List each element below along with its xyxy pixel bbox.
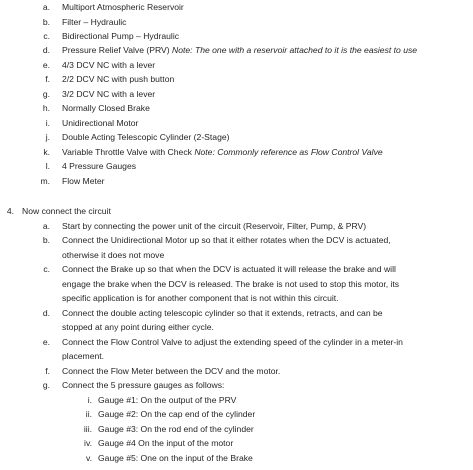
list-marker: c. [43,264,50,274]
list-item [62,44,417,56]
list-item: Connect the Flow Meter between the DCV and the motor. [62,366,281,376]
list-marker: f. [45,74,50,84]
list-marker: c. [43,31,50,41]
list-marker: f. [45,366,50,376]
item-text: Variable Throttle Valve with Check [62,147,192,157]
list-marker: e. [42,60,50,70]
list-item: Connect the 5 pressure gauges as follows: [62,380,225,390]
list-item: Double Acting Telescopic Cylinder (2-Stage) [62,132,230,142]
list-item: Gauge #4 On the input of the motor [98,438,234,448]
list-marker: a. [42,221,50,231]
step-number: 4. [6,206,14,216]
list-item: 3/2 DCV NC with a lever [62,89,156,99]
list-marker: l. [45,161,50,171]
list-item: Normally Closed Brake [62,103,150,113]
list-item-line: specific application is for another component that is not within this circuit. [62,293,339,303]
list-item-line: Connect the Brake up so that when the DCV is actuated it will release the brake and will [62,264,396,274]
list-marker: iv. [84,438,92,448]
list-marker: g. [42,89,50,99]
list-marker: e. [42,337,50,347]
list-item-line: Connect the Unidirectional Motor up so that it either rotates when the DCV is actuated, [62,235,391,245]
list-item-line: Connect the double acting telescopic cylinder so that it extends, retracts, and can be [62,308,383,318]
list-item-line: otherwise it does not move [62,250,165,260]
item-note: Note: The one with a reservoir attached to it is the easiest to use [172,45,418,55]
list-item: 2/2 DCV NC with push button [62,74,175,84]
item-note: Note: Commonly reference as Flow Control Valve [194,147,383,157]
list-marker: m. [40,176,50,186]
list-item-line: placement. [62,351,105,361]
list-item: Start by connecting the power unit of the circuit (Reservoir, Filter, Pump, & PRV) [62,221,367,231]
list-item: 4/3 DCV NC with a lever [62,60,156,70]
list-marker: k. [43,147,50,157]
list-marker: i. [87,395,92,405]
list-marker: ii. [85,409,92,419]
list-item: Gauge #3: On the rod end of the cylinder [98,424,254,434]
list-item-line: Connect the Flow Control Valve to adjust the extending speed of the cylinder in a meter-in [62,337,403,347]
list-item: Flow Meter [62,176,105,186]
list-marker: h. [42,103,50,113]
list-item-line: stopped at any point during either cycle. [62,322,214,332]
list-item: Unidirectional Motor [62,118,139,128]
list-marker: j. [45,132,50,142]
list-item: Bidirectional Pump – Hydraulic [62,31,180,41]
list-item: Gauge #2: On the cap end of the cylinder [98,409,256,419]
step-heading: Now connect the circuit [22,206,111,216]
list-item: Filter – Hydraulic [62,17,127,27]
list-item: Gauge #5: One on the input of the Brake [98,453,253,463]
list-item: 4 Pressure Gauges [62,161,137,171]
list-marker: b. [42,17,50,27]
list-item: Gauge #1: On the output of the PRV [98,395,237,405]
list-marker: i. [45,118,50,128]
list-marker: iii. [83,424,92,434]
list-marker: d. [42,308,50,318]
list-marker: g. [42,380,50,390]
list-item-line: engage the brake when the DCV is released. The brake is not used to stop this motor, its [62,279,400,289]
list-marker: b. [42,235,50,245]
list-marker: d. [42,45,50,55]
list-marker: a. [42,2,50,12]
list-item [62,146,383,158]
item-text: Pressure Relief Valve (PRV) [62,45,170,55]
list-item: Multiport Atmospheric Reservoir [62,2,184,12]
list-marker: v. [85,453,92,463]
